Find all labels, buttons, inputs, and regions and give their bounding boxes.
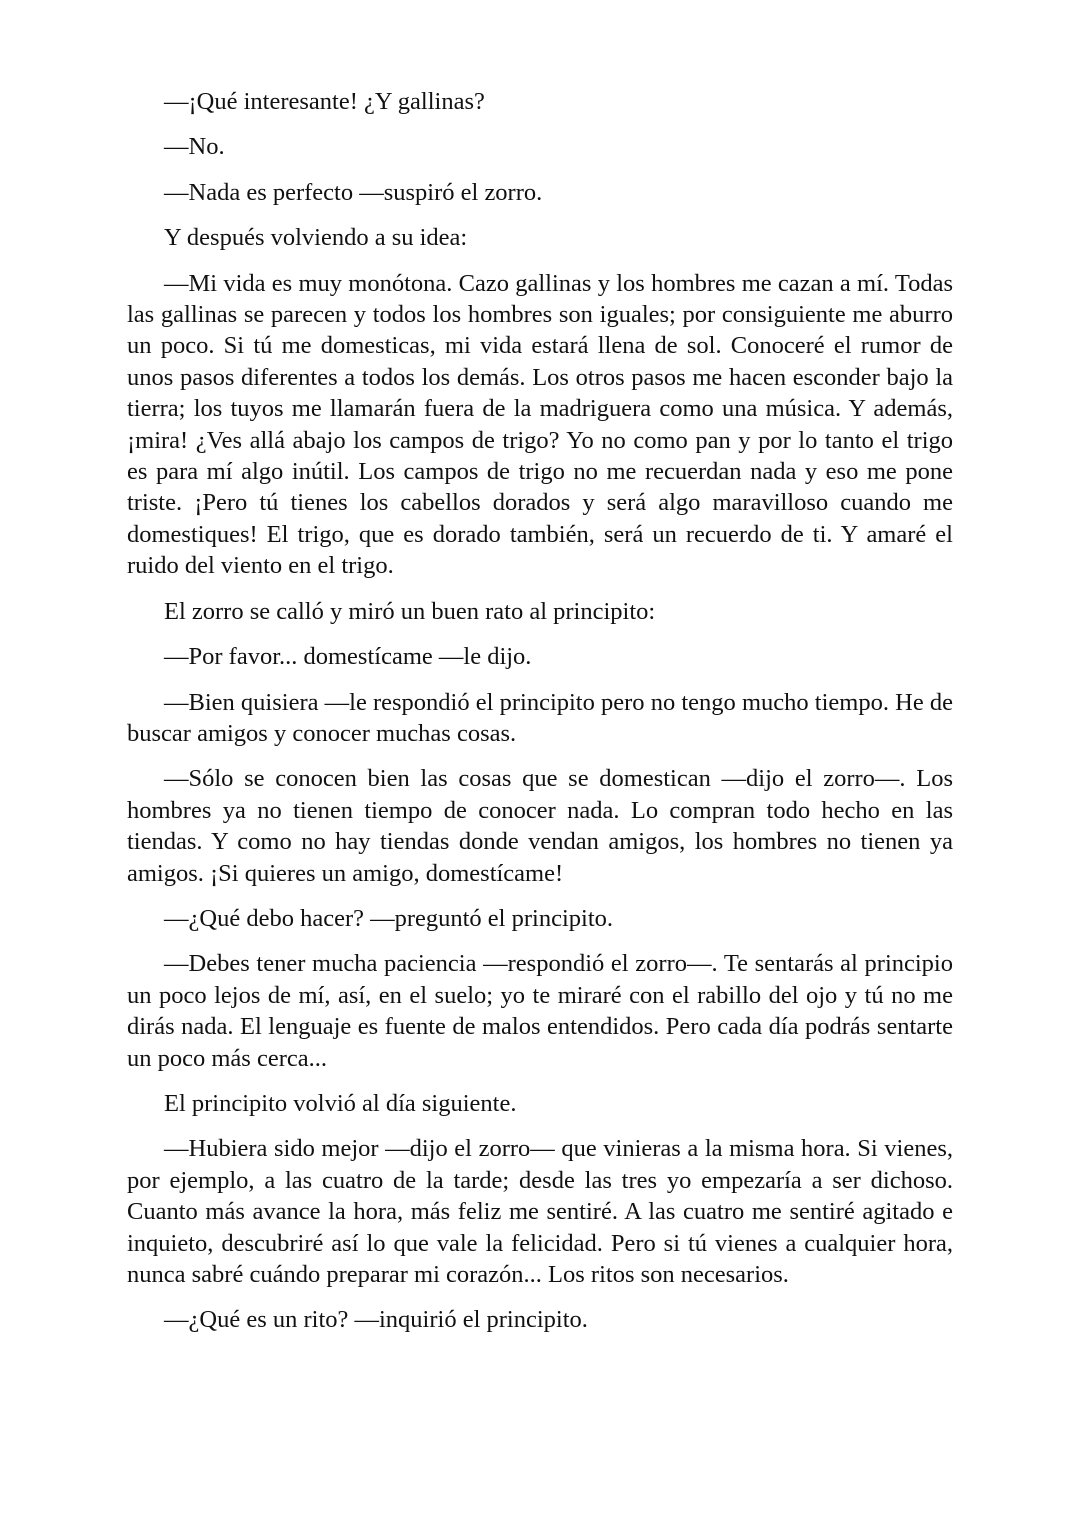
paragraph: —¿Qué es un rito? —inquirió el principito. <box>164 1306 588 1334</box>
document-page <box>127 86 953 1350</box>
paragraph: Y después volviendo a su idea: <box>164 224 468 252</box>
paragraph: —Nada es perfecto —suspiró el zorro. <box>164 178 543 206</box>
paragraph: —Hubiera sido mejor —dijo el zorro— que vinieras a la misma hora. Si vienes, por ejemplo, a las cuatro de la tarde; desde las tres yo empezaría a ser dichoso. Cuanto más avance la hora, más feliz me sentiré. A las cuatro me sentiré agitado e inquieto, descubriré así lo que vale la felicidad. Pero si tú vienes a cualquier hora, nunca sabré cuándo preparar mi corazón... Los ritos son necesarios. <box>127 1135 953 1288</box>
paragraph: —Bien quisiera —le respondió el principito pero no tengo mucho tiempo. He de buscar amigos y conocer muchas cosas. <box>127 688 953 747</box>
paragraph: El zorro se calló y miró un buen rato al principito: <box>164 597 656 625</box>
paragraph: —Sólo se conocen bien las cosas que se domestican —dijo el zorro—. Los hombres ya no tienen tiempo de conocer nada. Lo compran todo hecho en las tiendas. Y como no hay tiendas donde vendan amigos, los hombres no tienen ya amigos. ¡Si quieres un amigo, domestícame! <box>127 765 953 887</box>
paragraph: —Mi vida es muy monótona. Cazo gallinas y los hombres me cazan a mí. Todas las gallinas se parecen y todos los hombres son iguales; por consiguiente me aburro un poco. Si tú me domesticas, mi vida estará llena de sol. Conoceré el rumor de unos pasos diferentes a todos los demás. Los otros pasos me hacen esconder bajo la tierra; los tuyos me llamarán fuera de la madriguera como una música. Y además, ¡mira! ¿Ves allá abajo los campos de trigo? Yo no como pan y por lo tanto el trigo es para mí algo inútil. Los campos de trigo no me recuerdan nada y eso me pone triste. ¡Pero tú tienes los cabellos dorados y será algo maravilloso cuando me domestiques! El trigo, que es dorado también, será un recuerdo de ti. Y amaré el ruido del viento en el trigo. <box>127 269 953 580</box>
paragraph: —Debes tener mucha paciencia —respondió el zorro—. Te sentarás al principio un poco lejos de mí, así, en el suelo; yo te miraré con el rabillo del ojo y tú no me dirás nada. El lenguaje es fuente de malos entendidos. Pero cada día podrás sentarte un poco más cerca... <box>127 950 953 1072</box>
paragraph: —¿Qué debo hacer? —preguntó el principito. <box>164 904 614 932</box>
paragraph: —Por favor... domestícame —le dijo. <box>164 643 532 671</box>
paragraph: —¡Qué interesante! ¿Y gallinas? <box>164 88 485 115</box>
paragraph: El principito volvió al día siguiente. <box>164 1089 517 1117</box>
paragraph: —No. <box>164 133 225 161</box>
